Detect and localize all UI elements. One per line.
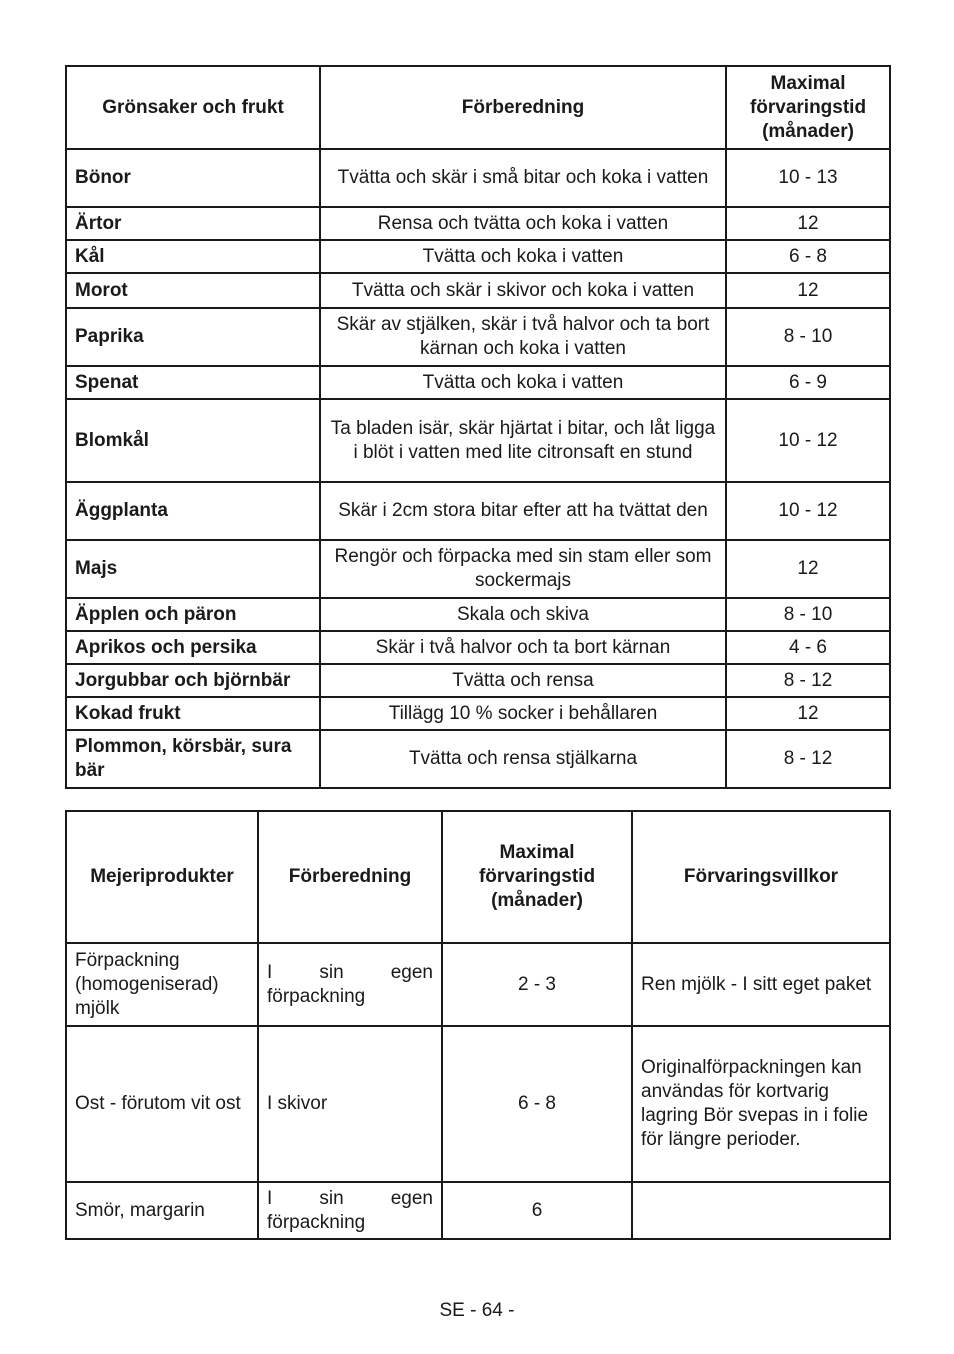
header-prep: Förberedning [258,811,442,943]
cell-prep: I sin egen förpackning [258,943,442,1026]
vegetables-table [65,65,891,789]
table-row [66,664,890,697]
cell-item: Kål [66,240,320,273]
cell-prep: Tvätta och rensa stjälkarna [320,730,726,788]
cell-time: 6 - 8 [726,240,890,273]
cell-time: 12 [726,273,890,308]
table-row [66,1026,890,1182]
table-row [66,366,890,399]
cell-time: 12 [726,697,890,730]
table-row [66,273,890,308]
table-row [66,482,890,540]
cell-prep: Rensa och tvätta och koka i vatten [320,207,726,240]
cell-prep: Skala och skiva [320,598,726,631]
cell-item: Äggplanta [66,482,320,540]
cell-prep: Ta bladen isär, skär hjärtat i bitar, och låt ligga i blöt i vatten med lite citronsaft en stund [320,399,726,482]
page-number: SE - 64 - [439,1300,515,1321]
cell-item: Blomkål [66,399,320,482]
cell-time: 8 - 12 [726,730,890,788]
cell-prep: Skär i två halvor och ta bort kärnan [320,631,726,664]
cell-prep: Tillägg 10 % socker i behållaren [320,697,726,730]
header-time: Maximal förvaringstid (månader) [442,811,632,943]
cell-item: Bönor [66,149,320,207]
cell-time: 12 [726,207,890,240]
header-item: Mejeriprodukter [66,811,258,943]
cell-item: Morot [66,273,320,308]
table-row [66,540,890,598]
table-row [66,1182,890,1239]
cell-prep: Rengör och förpacka med sin stam eller som sockermajs [320,540,726,598]
table-row [66,308,890,366]
cell-time: 12 [726,540,890,598]
cell-item: Majs [66,540,320,598]
cell-time: 6 [442,1182,632,1239]
header-time: Maximal förvaringstid (månader) [726,66,890,149]
cell-time: 8 - 10 [726,598,890,631]
cell-item: Smör, margarin [66,1182,258,1239]
cell-prep: Skär i 2cm stora bitar efter att ha tvättat den [320,482,726,540]
table-header-row [66,66,890,149]
cell-item: Ost - förutom vit ost [66,1026,258,1182]
cell-prep: I sin egen förpackning [258,1182,442,1239]
cell-item: Förpackning (homogeniserad) mjölk [66,943,258,1026]
table-row [66,943,890,1026]
header-item: Grönsaker och frukt [66,66,320,149]
table-row [66,149,890,207]
cell-item: Äpplen och päron [66,598,320,631]
header-conditions: Förvaringsvillkor [632,811,890,943]
cell-prep: Tvätta och rensa [320,664,726,697]
cell-time: 2 - 3 [442,943,632,1026]
table-header-row [66,811,890,943]
cell-prep: Tvätta och koka i vatten [320,240,726,273]
cell-time: 10 - 12 [726,482,890,540]
cell-conditions: Originalförpackningen kan användas för kortvarig lagring Bör svepas in i folie för längre perioder. [632,1026,890,1182]
cell-time: 6 - 9 [726,366,890,399]
cell-prep: Tvätta och koka i vatten [320,366,726,399]
cell-time: 6 - 8 [442,1026,632,1182]
table-row [66,240,890,273]
table-row [66,697,890,730]
cell-time: 4 - 6 [726,631,890,664]
table-row [66,207,890,240]
dairy-table [65,810,891,1240]
table-row [66,730,890,788]
cell-item: Jorgubbar och björnbär [66,664,320,697]
cell-conditions [632,1182,890,1239]
cell-time: 10 - 13 [726,149,890,207]
cell-prep: Tvätta och skär i små bitar och koka i vatten [320,149,726,207]
cell-prep: Skär av stjälken, skär i två halvor och ta bort kärnan och koka i vatten [320,308,726,366]
cell-prep: Tvätta och skär i skivor och koka i vatten [320,273,726,308]
table-row [66,631,890,664]
cell-item: Aprikos och persika [66,631,320,664]
table-row [66,399,890,482]
cell-item: Plommon, körsbär, sura bär [66,730,320,788]
cell-time: 10 - 12 [726,399,890,482]
cell-prep: I skivor [258,1026,442,1182]
table-row [66,598,890,631]
header-prep: Förberedning [320,66,726,149]
cell-item: Spenat [66,366,320,399]
cell-item: Ärtor [66,207,320,240]
cell-time: 8 - 10 [726,308,890,366]
cell-time: 8 - 12 [726,664,890,697]
cell-item: Kokad frukt [66,697,320,730]
cell-conditions: Ren mjölk - I sitt eget paket [632,943,890,1026]
cell-item: Paprika [66,308,320,366]
